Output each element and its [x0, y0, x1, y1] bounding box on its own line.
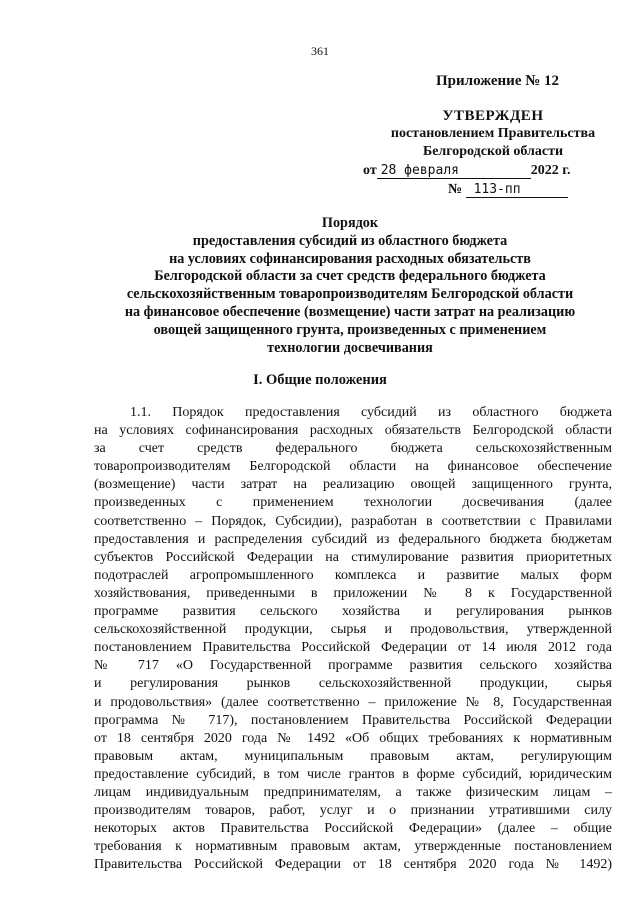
body-line: производителям товаров, работ, услуг и о признании утратившими силу — [94, 803, 612, 819]
body-line: лицам индивидуальным предпринимателям, а также физическим лицам – — [94, 784, 612, 800]
body-line: субъектов Российской Федерации на стимулирование развития приоритетных — [94, 549, 612, 565]
body-line: товаропроизводителям Белгородской области на финансовое обеспечение — [94, 459, 612, 475]
body-line: на условиях софинансирования расходных обязательств Белгородской области — [94, 423, 612, 439]
document-title — [80, 215, 620, 357]
body-line: правовым актам, муниципальным правовым актам, регулирующим — [94, 748, 612, 764]
approved-line-2: Белгородской области — [422, 144, 564, 159]
body-line: и регулирования рынков сельскохозяйственной продукции, сырья — [94, 676, 612, 692]
body-paragraph — [94, 404, 612, 874]
appendix-label: Приложение № 12 — [436, 73, 560, 89]
body-line: хозяйствования, приведенными в приложении № 8 к Государственной — [94, 585, 612, 601]
title-line: технологии досвечивания — [267, 339, 433, 356]
number-prefix: № — [448, 182, 463, 197]
approval-number — [448, 182, 608, 198]
approved-line-1: постановлением Правительства — [390, 126, 596, 141]
body-line: подотраслей агропромышленного комплекса и развитие малых форм — [94, 567, 612, 583]
body-line: за счет средств федерального бюджета сельскохозяйственным — [94, 441, 612, 457]
title-line: овощей защищенного грунта, произведенных с применением — [153, 321, 547, 338]
approval-date — [363, 163, 613, 179]
body-line: произведенных с применением технологии досвечивания (далее — [94, 495, 612, 511]
body-line: программе развития сельского хозяйства и регулирования рынков — [94, 604, 612, 620]
date-prefix: от — [363, 163, 377, 178]
title-line: Белгородской области за счет средств федерального бюджета — [154, 268, 546, 285]
title-line: предоставления субсидий из областного бюджета — [192, 232, 508, 249]
approval-stamp — [370, 107, 616, 161]
date-suffix: 2022 г. — [530, 163, 571, 178]
body-line: и продовольствия» (далее соответственно – приложение № 8, Государственная — [94, 694, 612, 710]
title-line: сельскохозяйственным товаропроизводителям Белгородской области — [126, 286, 574, 303]
body-line: Правительства Российской Федерации от 18 сентября 2020 года № 1492) — [94, 857, 612, 873]
page-number: 361 — [311, 44, 329, 58]
body-line: требования к нормативным правовым актам, утвержденные постановлением — [94, 839, 612, 855]
body-line: сельскохозяйственной продукции, сырья и продовольствия, утвержденной — [94, 622, 612, 638]
body-line: № 717 «О Государственной программе развития сельского хозяйства — [94, 658, 612, 674]
section-heading: I. Общие положения — [253, 372, 387, 388]
title-line: на финансовое обеспечение (возмещение) части затрат на реализацию — [124, 303, 576, 320]
body-line: 1.1. Порядок предоставления субсидий из областного бюджета — [130, 405, 612, 420]
title-line: на условиях софинансирования расходных обязательств — [169, 250, 531, 267]
body-line: программа № 717), постановлением Правительства Российской Федерации — [94, 712, 612, 728]
body-line: предоставления и распределения субсидий из федерального бюджета бюджетам — [94, 531, 612, 547]
date-handwritten: 28 февраля — [377, 163, 531, 179]
body-line: предоставление субсидий, в том числе грантов в форме субсидий, юридическим — [94, 766, 612, 782]
body-line: некоторых актов Правительства Российской Федерации» (далее – общие — [94, 821, 612, 837]
body-line: постановлением Правительства Российской Федерации от 14 июля 2012 года — [94, 640, 612, 656]
body-line: соответственно – Порядок, Субсидии), разработан в соответствии с Правилами — [94, 513, 612, 529]
body-line: (возмещение) части затрат на реализацию овощей защищенного грунта, — [94, 477, 612, 493]
title-line: Порядок — [321, 215, 379, 231]
body-line: от 18 сентября 2020 года № 1492 «Об общих требованиях к нормативным — [94, 730, 612, 746]
approved-title: УТВЕРЖДЕН — [442, 108, 544, 124]
number-handwritten: 113-пп — [466, 182, 568, 198]
